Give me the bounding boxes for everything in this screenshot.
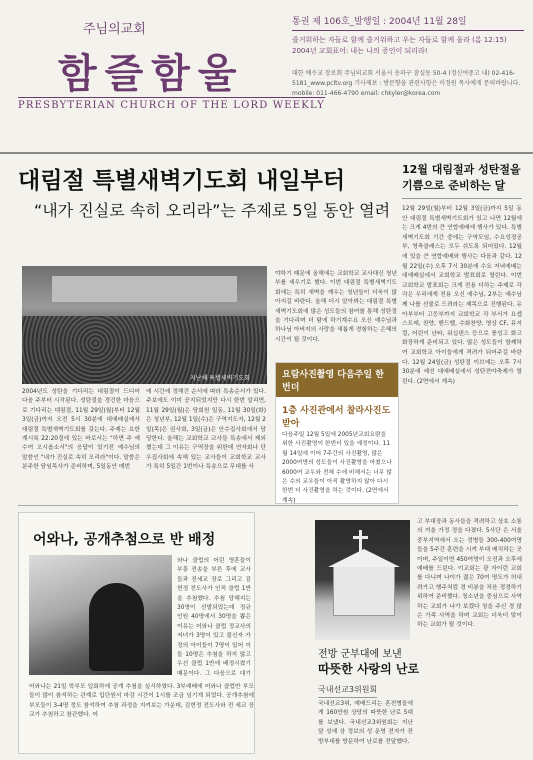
main-article-col1: 2004년도 성탄을 기다리는 대림절이 드디어 다음 주부터 시작된다. 성탄절을 경건한 마음으로 기다리는 대림절, 11월 29일(월)부터 12월 3일(금)까지 오전 5시 30분에 대예배실에서 대림절 특별새벽기도회를 갖는다. 주제는 요한계시록 22:20절에 있는 바로서는 "하면 주 예수여 오시옵소서"의 응답이 있기전 예수님의 말씀인 "내가 진실로 속히 오리라"이다. 말씀은 분주한 담임목사가 준비하며, 5일동안 매번 (22, 389, 140, 471)
photo-notice-title: 1층 사진관에서 찰라사진도 받아 (282, 406, 391, 429)
awana-photo (29, 555, 172, 675)
photo-notice-box (275, 362, 399, 504)
december-sidebar (402, 162, 522, 502)
photo-notice-body: 다음주일 12월 5일에 2005년교회요람을 위한 사진촬영이 한번더 있을 예정이다. 11월 14일에 이어 7주간의 사진촬영, 많은 2000여명의 성도들이 사진촬영을 마쳤으나 6000여 교우와 전체 수에 비해서는 너무 많은 수의 교우들이 아직 촬영하지 않아 다시 한번 더 사진촬영을 하는 것이다. (2면에서 계속) (282, 432, 392, 504)
photo-notice-header: 요람사진촬영 다음주일 한번더 (276, 363, 398, 397)
church-address: 대한 예수교 장로회 주님의교회 서울시 송파구 잠실동 50-4 (정신여중고 내) 02-416-5181_www.pcltv.org 기사제보 : 방문향을 관련사항은 이정원 목사에게 문의바랍니다. mobile: 011-466-4790 email: chkyler@korea.com (292, 70, 521, 97)
section-divider (18, 505, 518, 506)
photo-caption: 지난해 특별새벽기도회 (190, 375, 250, 382)
photo-stage (52, 276, 237, 302)
masthead (0, 0, 533, 150)
masthead-info (292, 14, 524, 99)
awana-body: 어와나는 21일 학부모 입회하에 공개 추첨을 실시하였다. 3부예배에 어와나 클럽반 부모들이 많이 참석하는 관계로 입단원서 마감 시간이 1시를 조금 넘기게 되었다. 공개추첨에 부모들이 3-4명 정도 참석하여 추첨 과정을 지켜보는 가운데, 김현정 전도사와 전 세교 장교가 추첨하고 참관했다. 어 (29, 684, 254, 719)
awana-body-side: 와나 클럽의 어린 영혼들이 부흥 전송을 부른 후에 교사들과 전세교 장로 그리고 김현정 전도사가 인적 클럽 1반을 추첨했다. 추첨 당해지는 30명이 선발되었는데 정규 인원 40명에서 30명을 뽑은 이유는 어와나 클럽 정교사의 저녀가 3명이 있고 불신자 가정의 아이들이 7명이 있어 이들 10명은 추첨을 하지 않고 우선 클럽 1반에 배정시켰기 때문이다. 그 다음으로 대기 (177, 558, 251, 677)
verse-text: 즐거워하는 자들로 함께 즐거워하고 우는 자들로 함께 울라 (롬 12:15) 2004년 교회표어: 내는 나의 증인이 되리라! (292, 36, 507, 55)
masthead-subtitle: 주님의교회 (83, 22, 146, 37)
issue-line: 통권 제 106호_발행일 : 2004년 11월 28일 (292, 14, 524, 31)
main-article-col2: 에 시간에 정해진 순서에 따라 특송순서가 있다. 주보에도 이미 공지되었지만 다시 한번 알리면, 11월 29일(월)은 당회원 일동, 11월 30일(화)은 청년부, 12월 1일(수)은 구역지도자, 12월 2일(목)은 권사회, 3일(금)은 안수집사회에서 담당한다. 올해는 교회학교 교사들 특송에서 제외했는데 그 이유는 구역장을 위한데 연자회나 단우집사회에 속해 있는 교사들이 교회학교 교사가 특히 5일간 1번이나 특송으로 무대를 서 (146, 389, 266, 471)
photo-figure (89, 583, 144, 671)
heater-title-a: 전방 군부대에 보낸 (318, 649, 402, 660)
masthead-title: 함즐함울 (58, 50, 245, 97)
church-building (333, 566, 395, 616)
heater-body: 국내선교3위, 예배드리는 혼전병들에게 160만원 상당의 따뜻한 난로 5대를 보냈다. 국내선교3위원회는 지난달 성예 상 정보의 성 운영 전자가 전방부대를 방문하여 난로를 전달했다. (318, 701, 413, 745)
awana-title: 어와나, 공개추첨으로 반 배정 (33, 532, 216, 548)
main-subhead: “내가 진실로 속히 오리라”는 주제로 5일 동안 열려 (34, 201, 391, 220)
sidebar-body: 12월 29일(월)부터 12월 3일(금)까지 5일 동안 대림절 특별새벽기도회가 있고 나면 12월에는 크게 4번의 큰 연합예배에 행사가 있다. 특별새벽기도회 기간 중에는 구역모임, 수요성경공부, 영축클래스는 모두 쉬도록 되어있다. 12월에 있을 큰 연합예배와 행사는 다음과 같다. 12월 22일(수) 오후 7시 30분에 수요 저녁예배는 대예배실에서 교회학교 발표회로 열린다. 이번 교회학교 발표회는 크게 전용 더하는 주제로 각각은 우리에게 전용 오신 예수님, 2부는 예수님께 나를 선물로 드려라는 제목으로 진행된다. 유아부부터 고등부까지 교회학교 각 부서가 요셉스트레, 찬양, 핸드벨, 수화찬양, 영상 CF, 뮤지컬, 어린이 난타, 워십댄스 등으로 풍성고 화고 화장하게 준비되고 있다. 많은 성도들이 함께하여 교회학교 아이들에게 격려가 되어주길 바란다. 12월 24일(금) 성탄절 이브에는 오후 7시 30분에 예선 대예배실에서 성탄전야축제가 열린다. (2면에서 계속) (402, 206, 522, 385)
prayer-meeting-photo (22, 266, 267, 384)
heater-byline: 국내선교3위원회 (318, 684, 377, 698)
masthead-english: PRESBYTERIAN CHURCH OF THE LORD WEEKLY (18, 97, 325, 111)
heater-body-2: 고 부대장과 동사들을 격려하고 상호 소통의 겨울 가정 정을 다졌다. 5사단 은 서울 중부지역에서 오는 정병들 300-400여명들을 5주간 훈련을 시켜 부대 배치하는 곳이며, 주일이면 450여명이 오전과 오후에 예배를 드린다. 이교회는 광 자이런 교회를 다니며 나이가 젊은 70여 명도가 허내려가고 행주처럼 경 비봉을 처음 경경하기 위하여 준비했다. 청소년을 중심으로 사역하는 교회가 나가 보겠다 청을 주신 경 많은 가족 사역을 하며 교회는 더욱더 맞이하는 교회가 될 것이다. (417, 519, 522, 629)
main-article-col3: 야하기 때문에 올해에는 교회학교 교사대신 청년부를 세우기로 했다. 이번 대림절 특별새벽기도회에는 특히 새벽을 깨우는 청년들이 더욱이 많아지길 바란다. 올해 더시 알아봐는 대림절 특별 새벽기도회에 많은 성도들의 참여를 통해 성탄절을 기다리며 더 탐에 하기계수요 오신 예수님과 하나님 아버지의 사랑을 새롭게 경험하는 은혜의 시간이 될 것이다. (275, 271, 397, 343)
awana-article (18, 512, 255, 754)
masthead-divider (0, 152, 533, 154)
church-photo (315, 520, 410, 640)
main-headline: 대림절 특별새벽기도회 내일부터 (18, 168, 346, 194)
sidebar-title: 12월 대림절과 성탄절을 기쁨으로 준비하는 달 (402, 162, 522, 199)
heater-title-b: 따뜻한 사랑의 난로 (318, 662, 420, 676)
